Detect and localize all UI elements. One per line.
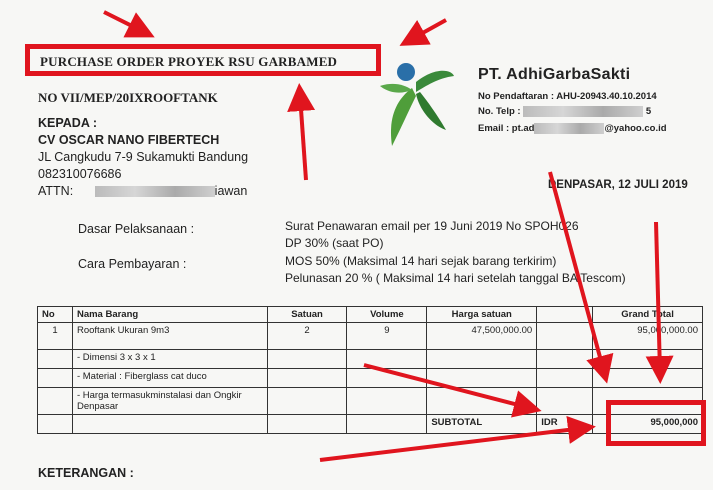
final-payment-term: Pelunasan 20 % ( Maksimal 14 hari setelah tanggal BA Tescom) [285, 271, 626, 285]
arrow [104, 12, 144, 32]
col-header-harga-satuan: Harga satuan [427, 307, 537, 323]
down-payment-term: DP 30% (saat PO) [285, 236, 384, 250]
vendor-address: JL Cangkudu 7-9 Sukamukti Bandung [38, 150, 249, 164]
col-header-grand-total: Grand Total [593, 307, 703, 323]
subtotal-label: SUBTOTAL [427, 415, 537, 434]
item-satuan: 2 [267, 323, 347, 350]
vendor-name: CV OSCAR NANO FIBERTECH [38, 133, 220, 147]
cara-pembayaran-label: Cara Pembayaran : [78, 257, 187, 271]
attention-name-end: iawan [214, 184, 248, 198]
mos-payment-term: MOS 50% (Maksimal 14 hari sejak barang terkirim) [285, 254, 557, 268]
item-total: 95,000,000.00 [593, 323, 703, 350]
arrow [320, 428, 584, 460]
subtotal-currency: IDR [537, 415, 593, 434]
company-phone-end: 5 [645, 106, 652, 118]
item-volume: 9 [347, 323, 427, 350]
company-phone-label: No. Telp : [478, 106, 521, 118]
po-number: NO VII/MEP/20IXROOFTANK [38, 90, 218, 105]
vendor-phone: 082310076686 [38, 167, 122, 181]
col-header-nama-barang: Nama Barang [72, 307, 267, 323]
dasar-pelaksanaan-value: Surat Penawaran email per 19 Juni 2019 No SPOH026 [285, 219, 579, 233]
item-detail-material: - Material : Fiberglass cat duco [72, 369, 267, 388]
arrow [656, 222, 660, 372]
arrow [364, 365, 530, 408]
keterangan-heading: KETERANGAN : [38, 466, 134, 480]
arrow [550, 172, 604, 372]
subtotal-value: 95,000,000 [593, 415, 703, 434]
document-date: DENPASAR, 12 JULI 2019 [548, 179, 688, 191]
company-registration: No Pendaftaran : AHU-20943.40.10.2014 [478, 91, 657, 102]
company-email-start: Email : pt.ad [478, 123, 535, 135]
item-unit-price: 47,500,000.00 [427, 323, 537, 350]
col-header-volume: Volume [347, 307, 427, 323]
company-email-end: @yahoo.co.id [604, 123, 667, 135]
recipient-heading: KEPADA : [38, 116, 98, 130]
company-name: PT. AdhiGarbaSakti [478, 66, 631, 83]
arrow [300, 95, 306, 180]
attention-label: ATTN: [38, 184, 74, 198]
item-detail-dimensi: - Dimensi 3 x 3 x 1 [72, 350, 267, 369]
col-header-no: No [38, 307, 73, 323]
po-title: PURCHASE ORDER PROYEK RSU GARBAMED [40, 54, 338, 69]
item-detail-harga: - Harga termasukminstalasi dan Ongkir Denpasar [72, 388, 267, 415]
col-header-satuan: Satuan [267, 307, 347, 323]
item-name: Rooftank Ukuran 9m3 [72, 323, 267, 350]
arrow [410, 20, 446, 40]
row-number: 1 [38, 323, 73, 350]
dasar-pelaksanaan-label: Dasar Pelaksanaan : [78, 222, 195, 236]
